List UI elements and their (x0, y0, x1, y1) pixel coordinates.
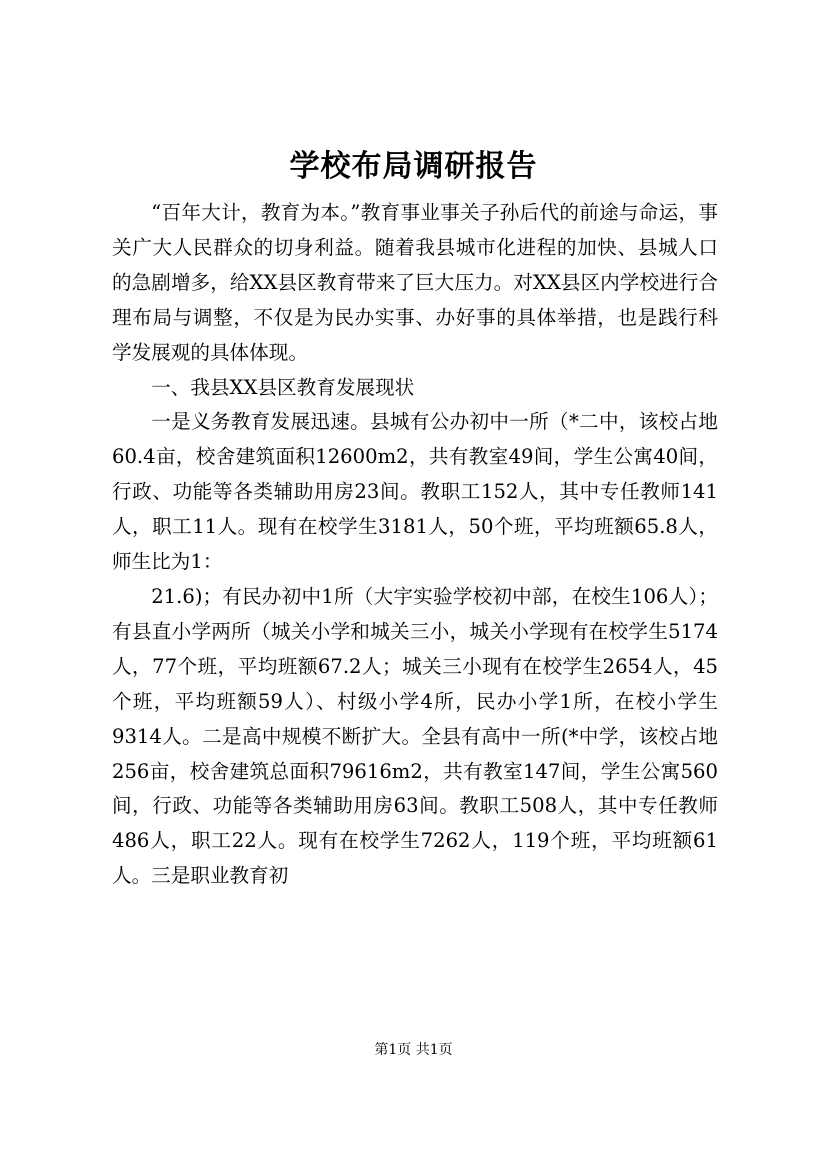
paragraph-schools-detail: 21.6)；有民办初中1所（大宇实验学校初中部，在校生106人）；有县直小学两所（城关小学和城关三小，城关小学现有在校学生5174人，77个班，平均班额67.2人；城关三小现有在校学生2654人，45个班，平均班额59人）、村级小学4所，民办小学1所，在校小学生9314人。二是高中规模不断扩大。全县有高中一所(*中学，该校占地256亩，校舍建筑总面积79616m2，共有教室147间，学生公寓560间，行政、功能等各类辅助用房63间。教职工508人，其中专任教师486人，职工22人。现有在校学生7262人，119个班，平均班额61人。三是职业教育初 (112, 584, 718, 888)
document-title: 学校布局调研报告 (289, 149, 538, 184)
paragraph-intro: “百年大计，教育为本。”教育事业事关子孙后代的前途与命运，事关广大人民群众的切身利益。随着我县城市化进程的加快、县城人口的急剧增多，给XX县区教育带来了巨大压力。对XX县区内学校进行合理布局与调整，不仅是为民办实事、办好事的具体举措，也是践行科学发展观的具体体现。 (112, 201, 718, 364)
document-body (112, 196, 718, 894)
paragraph-compulsory-education: 一是义务教育发展迅速。县城有公办初中一所（*二中，该校占地60.4亩，校舍建筑面积12600m2，共有教室49间，学生公寓40间，行政、功能等各类辅助用房23间。教职工152人，其中专任教师141人，职工11人。现有在校学生3181人，50个班，平均班额65.8人，师生比为1： (112, 410, 718, 574)
section-heading: 一、我县XX县区教育发展现状 (151, 375, 415, 399)
page-footer: 第1页 共1页 (374, 1042, 453, 1058)
